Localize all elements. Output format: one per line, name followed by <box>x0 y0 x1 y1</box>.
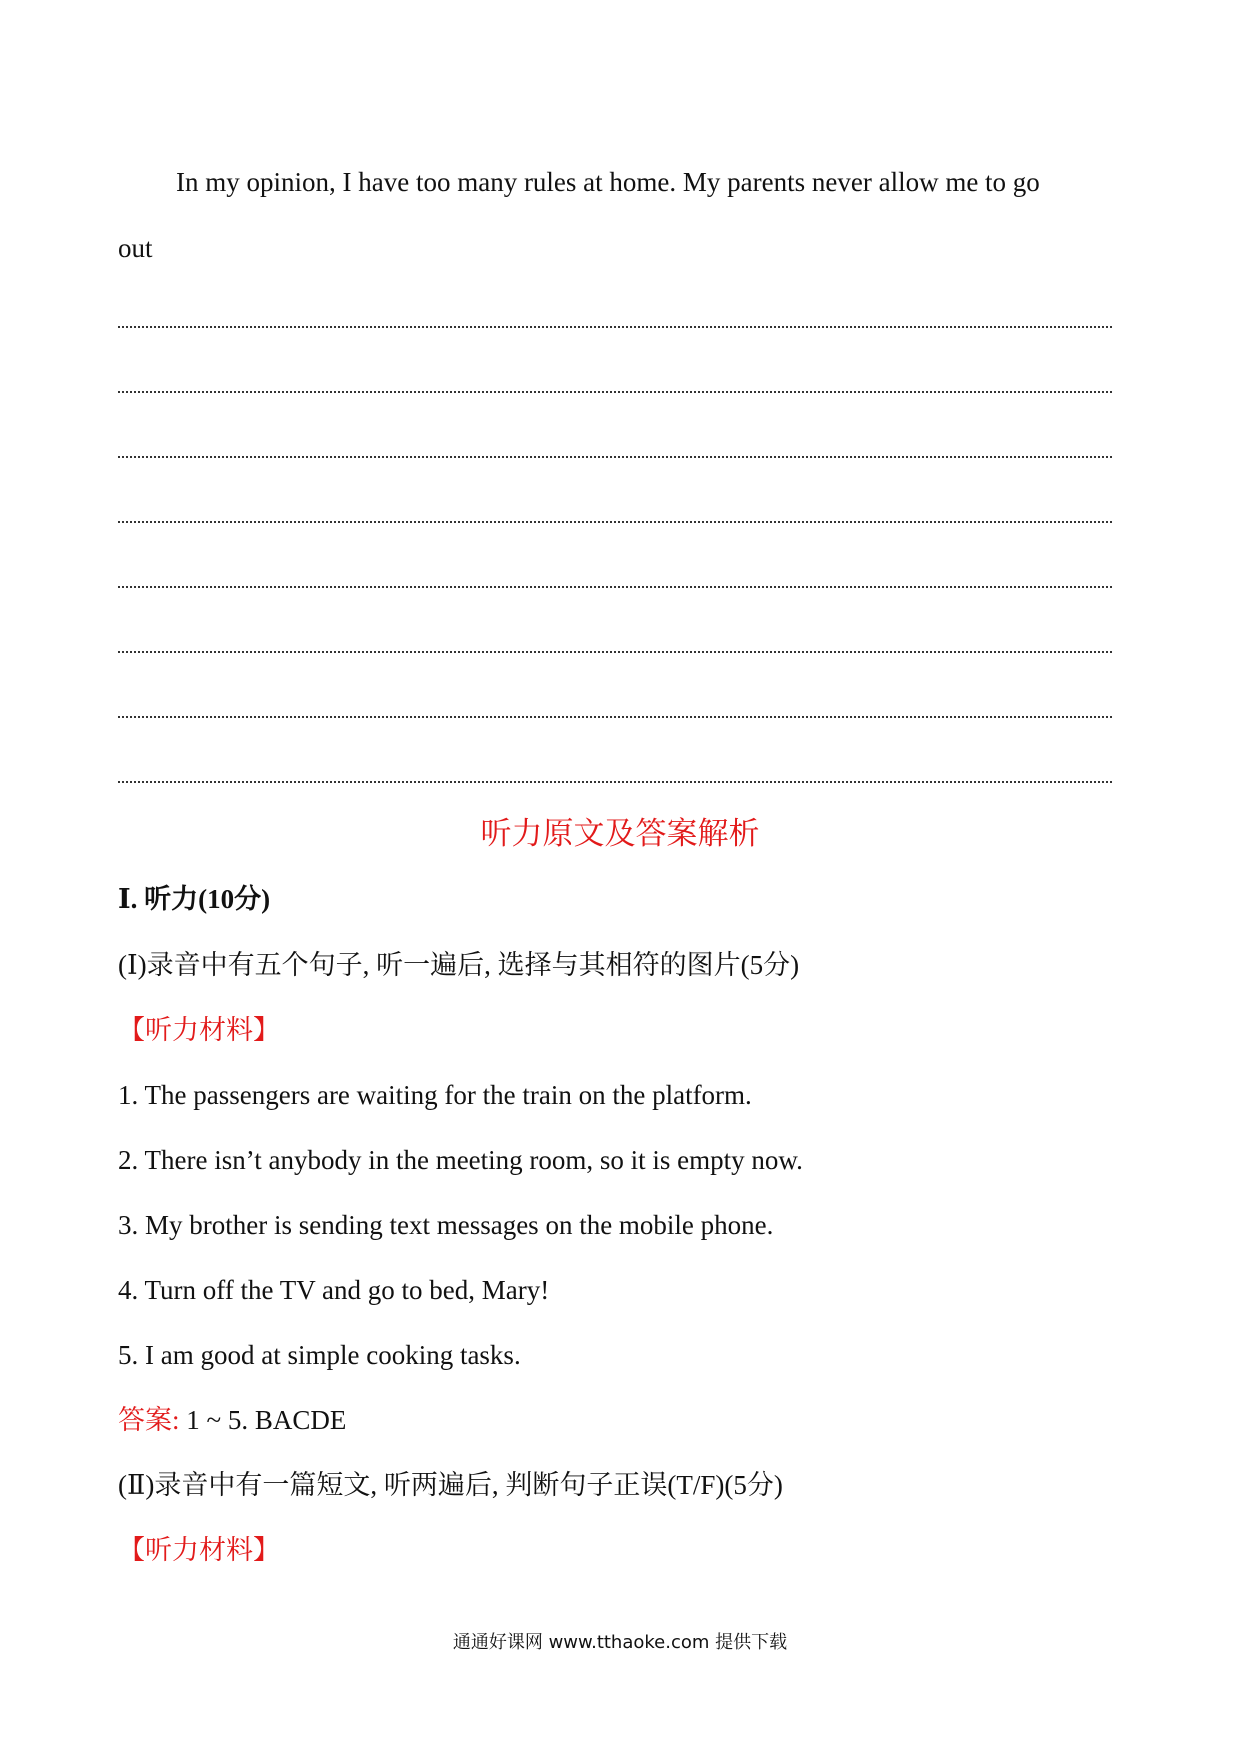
answer-line <box>118 586 1112 588</box>
answer-line <box>118 456 1112 458</box>
answer-line-text <box>118 1403 346 1437</box>
answer-line <box>118 521 1112 523</box>
material-label-2: 【听力材料】 <box>118 1535 280 1565</box>
material-label: 【听力材料】 <box>118 1015 280 1045</box>
answer-line <box>118 651 1112 653</box>
part1-title: Ⅰ. 听力(10分) <box>118 884 271 914</box>
part1-sub2-title: (Ⅱ)录音中有一篇短文, 听两遍后, 判断句子正误(T/F)(5分) <box>118 1470 783 1500</box>
writing-line-2: out <box>118 233 153 263</box>
sentence-3: 3. My brother is sending text messages on the mobile phone. <box>118 1210 774 1240</box>
answer-line <box>118 391 1112 393</box>
answer-line <box>118 781 1112 783</box>
sentence-1: 1. The passengers are waiting for the train on the platform. <box>118 1080 752 1110</box>
sentence-5: 5. I am good at simple cooking tasks. <box>118 1340 521 1370</box>
answer-line <box>118 716 1112 718</box>
section-heading: 听力原文及答案解析 <box>480 816 760 851</box>
answer-line <box>118 326 1112 328</box>
writing-line-1: In my opinion, I have too many rules at home. My parents never allow me to go <box>176 167 1040 197</box>
sentence-2: 2. There isn’t anybody in the meeting room, so it is empty now. <box>118 1145 803 1175</box>
answer-value: 1 ~ 5. BACDE <box>179 1405 347 1435</box>
part1-sub1-title: (Ⅰ)录音中有五个句子, 听一遍后, 选择与其相符的图片(5分) <box>118 950 800 980</box>
sentence-4: 4. Turn off the TV and go to bed, Mary! <box>118 1275 550 1305</box>
answer-label: 答案: <box>118 1405 180 1435</box>
page-footer: 通通好课网 www.tthaoke.com 提供下载 <box>452 1632 788 1653</box>
